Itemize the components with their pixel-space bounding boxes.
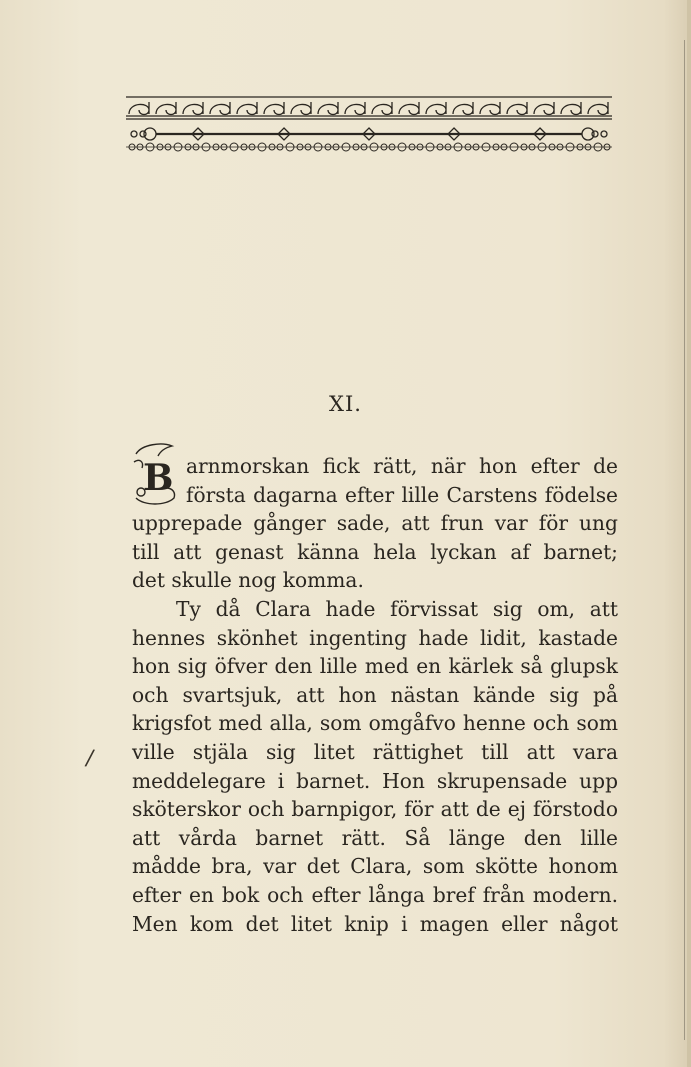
text-line: hennes skönhet ingenting hade lidit, kastade [132, 625, 618, 650]
text-line: ville stjäla sig litet rättighet till att vara [132, 739, 618, 764]
chapter-number: XI. [329, 392, 362, 416]
text-line: det skulle nog komma. [132, 568, 364, 593]
text-line: efter en bok och efter långa bref från modern. [132, 882, 618, 907]
text-line: Ty då Clara hade förvissat sig om, att [176, 596, 618, 621]
body-text [132, 452, 618, 938]
text-line: och svartsjuk, att hon nästan kände sig på [132, 682, 618, 707]
text-line: mådde bra, var det Clara, som skötte honom [132, 854, 618, 879]
text-line: krigsfot med alla, som omgåfvo henne och som [132, 711, 618, 736]
ornamental-header-band [126, 96, 612, 156]
text-line: Men kom det litet knip i magen eller något [132, 911, 618, 936]
text-line: arnmorskan fick rätt, när hon efter de [186, 454, 618, 478]
text-line: första dagarna efter lille Carstens födelse [186, 482, 618, 507]
text-line: hon sig öfver den lille med en kärlek så glupsk [132, 654, 618, 679]
page-fold-line [684, 40, 685, 1040]
margin-pencil-mark: / [83, 745, 96, 772]
text-line: upprepade gånger sade, att frun var för ung [132, 511, 618, 536]
page-edge [687, 0, 691, 1067]
svg-text:B: B [143, 457, 174, 499]
text-line: att vårda barnet rätt. Så länge den lille [132, 825, 618, 850]
text-line: sköterskor och barnpigor, för att de ej förstodo [132, 797, 618, 822]
text-line: meddelegare i barnet. Hon skrupensade upp [132, 768, 618, 793]
text-line: till att genast känna hela lyckan af barnet; [132, 539, 618, 564]
